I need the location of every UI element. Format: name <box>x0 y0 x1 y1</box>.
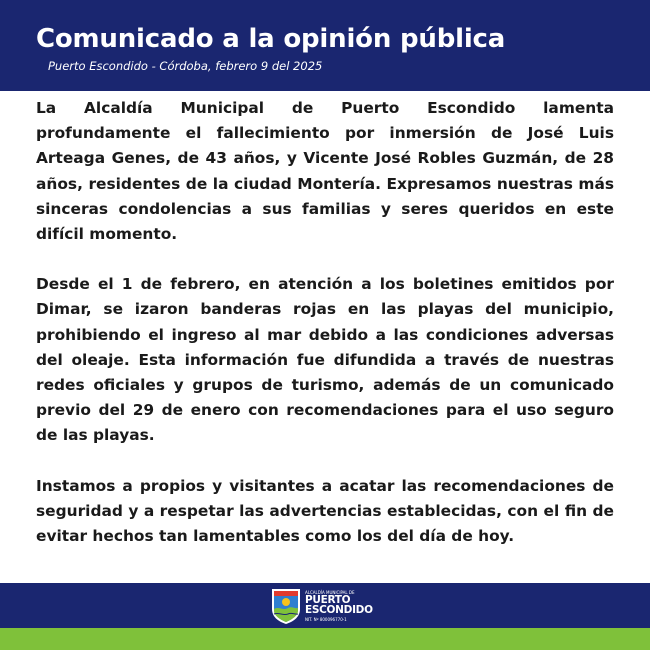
statement-body <box>36 96 614 574</box>
logo-name-line2: ESCONDIDO <box>305 604 373 616</box>
logo-name-line1: PUERTO <box>305 594 351 606</box>
footer-green-stripe <box>0 628 650 650</box>
page-title: Comunicado a la opinión pública <box>36 24 506 54</box>
shield-icon <box>270 587 302 625</box>
municipality-logo <box>270 587 382 625</box>
paragraph-call-to-action: Instamos a propios y visitantes a acatar las recomendaciones de seguridad y a respetar las advertencias establecidas, con el fin de evitar hechos tan lamentables como los del día de hoy. <box>36 476 614 546</box>
logo-caption: ALCALDÍA MUNICIPAL DE <box>305 590 355 595</box>
paragraph-condolences: La Alcaldía Municipal de Puerto Escondido lamenta profundamente el fallecimiento por inmersión de José Luis Arteaga Genes, de 43 años, y Vicente José Robles Guzmán, de 28 años, residentes de la ciudad Montería. Expresamos nuestras más sinceras condolencias a sus familias y seres queridos en este difícil momento. <box>36 99 614 244</box>
logo-nit: NIT. Nº 800096770-1 <box>305 617 347 622</box>
header-banner <box>0 0 650 91</box>
paragraph-warnings: Desde el 1 de febrero, en atención a los boletines emitidos por Dimar, se izaron banderas rojas en las playas del municipio, prohibiendo el ingreso al mar debido a las condiciones adversas del oleaje. Esta información fue difundida a través de nuestras redes oficiales y grupos de turismo, además de un comunicado previo del 29 de enero con recomendaciones para el uso seguro de las playas. <box>36 275 614 445</box>
location-date: Puerto Escondido - Córdoba, febrero 9 del 2025 <box>48 59 323 73</box>
